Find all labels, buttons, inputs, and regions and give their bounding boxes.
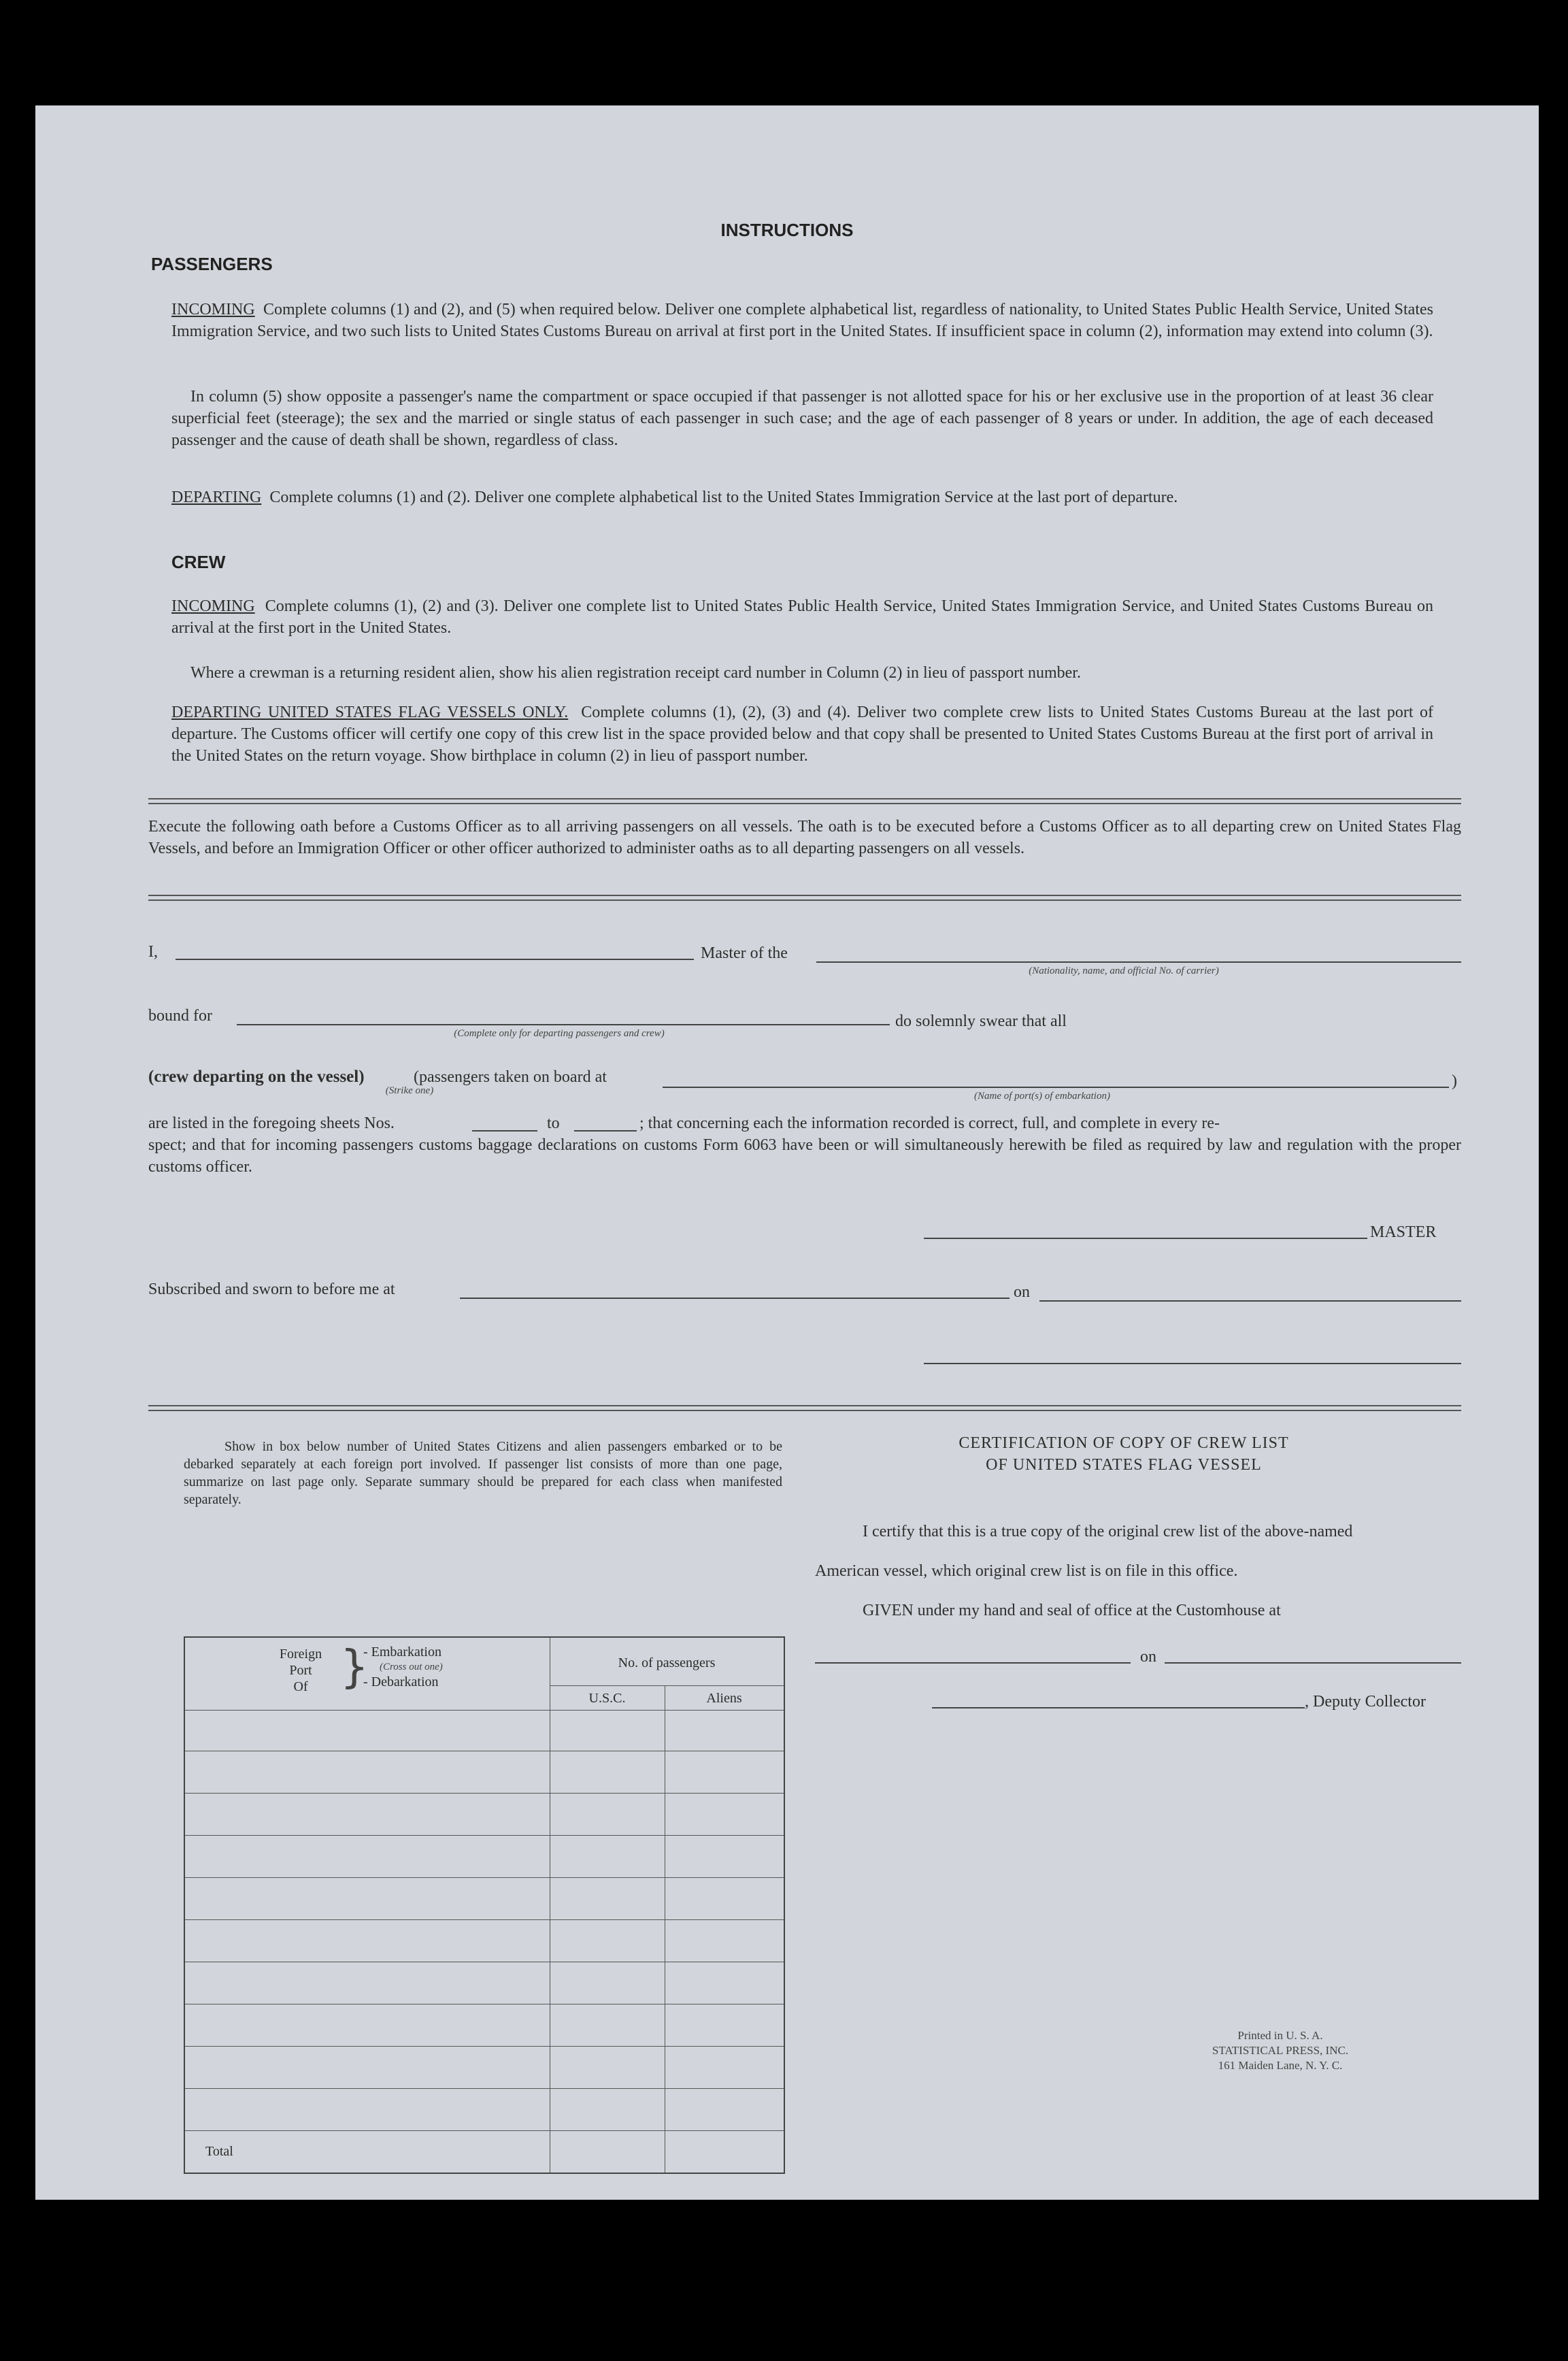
- crew-incoming-label: INCOMING: [171, 597, 255, 615]
- subscribed-on-label: on: [1014, 1283, 1030, 1301]
- master-of-label: Master of the: [701, 944, 788, 962]
- deputy-signature-field[interactable]: [932, 1707, 1305, 1708]
- crew-incoming-text: Complete columns (1), (2) and (3). Deliver one complete list to United States Public Health Service, United States Immigration Service, and United States Customs Bureau on arrival at the first port in the United States.: [171, 597, 1433, 637]
- brace-icon: }: [340, 1640, 369, 1693]
- page-title: INSTRUCTIONS: [720, 220, 854, 240]
- certification-text-b: American vessel, which original crew list is on file in this office.: [815, 1562, 1238, 1580]
- sheet-from-field[interactable]: [472, 1130, 537, 1132]
- printer-imprint: Printed in U. S. A. STATISTICAL PRESS, INC. 161 Maiden Lane, N. Y. C.: [1212, 2029, 1349, 2072]
- certification-given: GIVEN under my hand and seal of office at the Customhouse at: [863, 1602, 1281, 1619]
- listed-text-continued: spect; and that for incoming passengers customs baggage declarations on customs Form 6063 have been or will simultaneously herewith be filed as required by law and regulation with the proper customs officer.: [148, 1136, 1461, 1176]
- passengers-taken-option[interactable]: (passengers taken on board at: [414, 1068, 607, 1086]
- crew-flag-text: Complete columns (1), (2), (3) and (4). Deliver two complete crew lists to United States Customs Bureau at the last port of departure. The Customs officer will certify one copy of this crew list in the space provided below and that copy shall be presented to United States Customs Bureau at the first port of arrival in the United States on the return voyage. Show birthplace in column (2) in lieu of passport number.: [171, 704, 1433, 765]
- master-signature-field[interactable]: [924, 1238, 1367, 1239]
- col-foreign-port: Foreign Port Of: [279, 1647, 322, 1694]
- strike-one-caption: (Strike one): [385, 1085, 434, 1096]
- crew-flag-label: DEPARTING UNITED STATES FLAG VESSELS ONLY.: [171, 704, 569, 721]
- crew-resident-paragraph: Where a crewman is a returning resident alien, show his alien registration receipt card number in Column (2) in lieu of passport number.: [190, 664, 1081, 682]
- crew-departing-option[interactable]: (crew departing on the vessel): [148, 1068, 365, 1086]
- listed-label: are listed in the foregoing sheets Nos.: [148, 1115, 395, 1132]
- divider: [148, 1405, 1461, 1411]
- officer-signature-field[interactable]: [924, 1363, 1461, 1364]
- col-usc: U.S.C.: [588, 1691, 626, 1706]
- passenger-summary-table: [184, 1636, 785, 2174]
- passengers-departing-text: Complete columns (1) and (2). Deliver one complete alphabetical list to the United States Immigration Service at the last port of departure.: [269, 489, 1178, 506]
- carrier-field[interactable]: [816, 961, 1461, 963]
- total-label: Total: [205, 2144, 233, 2159]
- passengers-incoming-paragraph: [171, 299, 1433, 342]
- listed-to-label: to: [547, 1115, 560, 1132]
- port-caption: (Name of port(s) of embarkation): [974, 1091, 1110, 1102]
- sworn-place-field[interactable]: [460, 1298, 1010, 1299]
- crew-incoming-paragraph: [171, 595, 1433, 639]
- sworn-date-field[interactable]: [1039, 1300, 1461, 1302]
- passengers-column5-paragraph: In column (5) show opposite a passenger's name the compartment or space occupied if that passenger is not allotted space for his or her exclusive use in the proportion of at least 36 clear superficial feet (steerage); the sex and the married or single status of each passenger in such case; and the age of each passenger of 8 years or under. In addition, the age of each deceased passenger and the cause of death shall be shown, regardless of class.: [171, 388, 1433, 449]
- bound-for-caption: (Complete only for departing passengers and crew): [454, 1028, 665, 1039]
- passengers-incoming-label: INCOMING: [171, 301, 255, 318]
- summary-note: Show in box below number of United States Citizens and alien passengers embarked or to be debarked separately at each foreign port involved. If passenger list consists of more than one page, summarize on last page only. Separate summary should be prepared for each class when manifested separately.: [184, 1439, 782, 1507]
- passengers-departing-paragraph: [171, 486, 1433, 508]
- passengers-heading: PASSENGERS: [151, 254, 273, 274]
- sheet-to-field[interactable]: [574, 1130, 637, 1132]
- passengers-departing-label: DEPARTING: [171, 489, 262, 506]
- oath-i-label: I,: [148, 943, 158, 961]
- swear-text: do solemnly swear that all: [895, 1012, 1067, 1030]
- listed-text: ; that concerning each the information recorded is correct, full, and complete in every re-: [639, 1115, 1220, 1132]
- col-embark-debark: - Embarkation (Cross out one) - Debarkation: [363, 1645, 443, 1689]
- certification-on-label: on: [1140, 1648, 1156, 1666]
- deputy-collector-label: , Deputy Collector: [1305, 1693, 1426, 1711]
- bound-for-label: bound for: [148, 1007, 212, 1025]
- bound-for-field[interactable]: [237, 1024, 890, 1025]
- col-no-of-passengers: No. of passengers: [618, 1655, 716, 1670]
- divider: [148, 798, 1461, 804]
- master-name-field[interactable]: [176, 959, 694, 960]
- certification-date-field[interactable]: [1165, 1662, 1461, 1664]
- close-paren: ): [1452, 1072, 1457, 1090]
- certification-title: CERTIFICATION OF COPY OF CREW LIST OF UNITED STATES FLAG VESSEL: [958, 1434, 1289, 1474]
- carrier-caption: (Nationality, name, and official No. of carrier): [1029, 965, 1219, 976]
- oath-intro: Execute the following oath before a Customs Officer as to all arriving passengers on all vessels. The oath is to be executed before a Customs Officer as to all departing crew on United States Flag Vessels, and before an Immigration Officer or other officer authorized to administer oaths as to all departing passengers on all vessels.: [148, 818, 1461, 857]
- form-sheet: [35, 105, 1539, 2200]
- col-aliens: Aliens: [706, 1691, 742, 1706]
- customhouse-field[interactable]: [815, 1662, 1131, 1664]
- master-label: MASTER: [1370, 1223, 1437, 1241]
- crew-heading: CREW: [171, 552, 226, 572]
- certification-text-a: I certify that this is a true copy of the original crew list of the above-named: [863, 1523, 1353, 1540]
- subscribed-label: Subscribed and sworn to before me at: [148, 1281, 395, 1298]
- divider: [148, 895, 1461, 901]
- passengers-incoming-text: Complete columns (1) and (2), and (5) when required below. Deliver one complete alphabetical list, regardless of nationality, to United States Public Health Service, United States Immigration Service, and two such lists to United States Customs Bureau on arrival at first port in the United States. If insufficient space in column (2), information may extend into column (3).: [171, 301, 1433, 340]
- crew-flag-paragraph: [171, 701, 1433, 767]
- embarkation-port-field[interactable]: [663, 1087, 1449, 1088]
